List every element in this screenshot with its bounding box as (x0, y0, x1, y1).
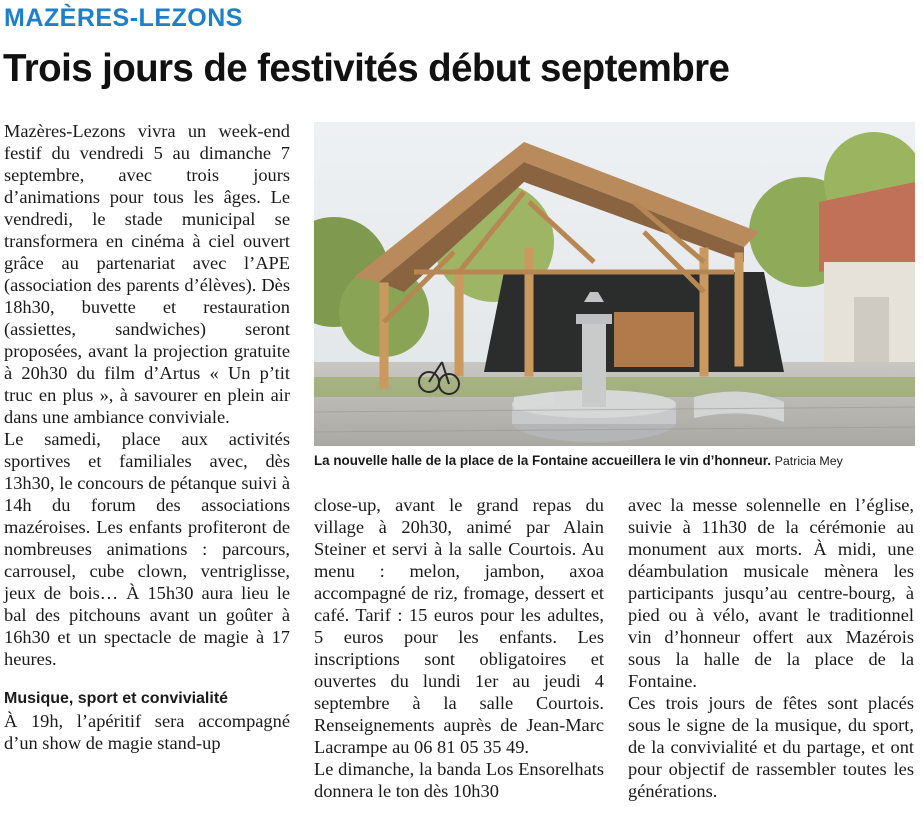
column-1 (4, 120, 290, 754)
photo-credit: Patricia Mey (774, 454, 843, 468)
headline: Trois jours de festivités début septembre (3, 47, 730, 90)
paragraph: avec la messe solennelle en l’église, suivie à 11h30 de la cérémonie au monument aux morts. À midi, une déambulation musicale mènera les participants jusqu’au centre-bourg, à pied ou à vélo, avant le traditionnel vin d’honneur offert aux Mazérois sous la halle de la place de la Fontaine. (628, 495, 914, 691)
paragraph: À 19h, l’apéritif sera accompagné d’un show de magie stand-up (4, 711, 290, 753)
paragraph: Mazères-Lezons vivra un week-end festif du vendredi 5 au dimanche 7 septembre, avec trois jours d’animations pour tous les âges. Le vendredi, le stade municipal se transformera en cinéma à ciel ouvert grâce au partenariat avec l’APE (association des parents d’élèves). Dès 18h30, buvette et restauration (assiettes, sandwiches) seront proposées, avant la projection gratuite à 20h30 du film d’Artus « Un p’tit truc en plus », à savourer en plein air dans une ambiance conviviale. (4, 121, 290, 427)
paragraph: Le samedi, place aux activités sportives et familiales avec, dès 13h30, le concours de pétanque suivi à 14h du forum des associations mazéroises. Les enfants profiteront de nombreuses animations : parcours, carrousel, cube clown, ventriglisse, jeux de bois… À 15h30 aura lieu le bal des pitchouns avant un goûter à 16h30 et un spectacle de magie à 17 heures. (4, 429, 290, 669)
subheading: Musique, sport et convivialité (4, 690, 229, 707)
article-photo (314, 122, 915, 446)
paragraph: Ces trois jours de fêtes sont placés sous le signe de la musique, du sport, de la convivialité et du partage, et ont pour objectif de rassembler toutes les générations. (628, 693, 914, 801)
column-3 (628, 494, 914, 802)
kicker: MAZÈRES-LEZONS (4, 4, 243, 32)
paragraph: Le dimanche, la banda Los Ensorelhats donnera le ton dès 10h30 (314, 759, 604, 801)
photo-caption (314, 452, 919, 470)
paragraph: close-up, avant le grand repas du village à 20h30, animé par Alain Steiner et servi à la salle Courtois. Au menu : melon, jambon, axoa accompagné de riz, fromage, dessert et café. Tarif : 15 euros pour les adultes, 5 euros pour les enfants. Les inscriptions sont obligatoires et ouvertes du lundi 1er au jeudi 4 septembre à la salle Courtois. Renseignements auprès de Jean-Marc Lacrampe au 06 81 05 35 49. (314, 495, 604, 757)
caption-text: La nouvelle halle de la place de la Fontaine accueillera le vin d’honneur. (314, 453, 771, 468)
column-2 (314, 494, 604, 802)
